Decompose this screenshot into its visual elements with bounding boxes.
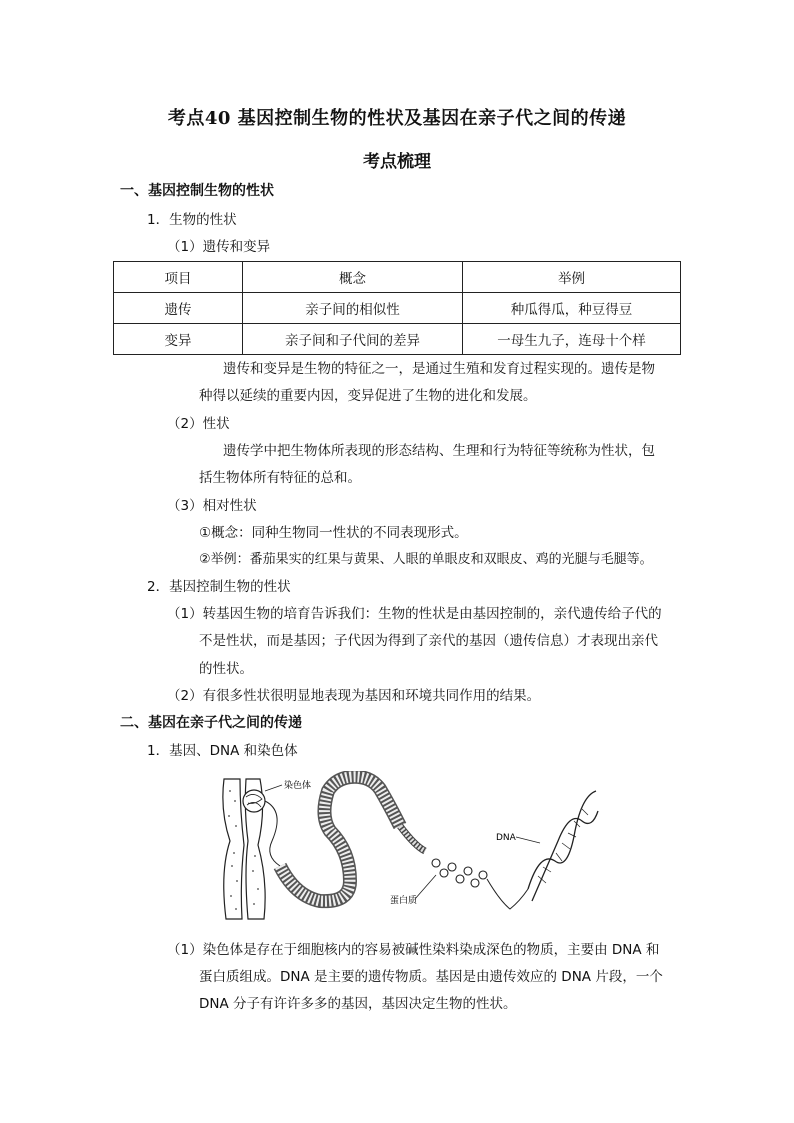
page-subtitle: 考点梳理 bbox=[363, 152, 431, 172]
paragraph-line: 括生物体所有特征的总和。 bbox=[199, 470, 361, 486]
table-cell: 亲子间的相似性 bbox=[243, 293, 463, 324]
dna-helix-drawing bbox=[528, 791, 598, 901]
paragraph-line: DNA 分子有许许多多的基因，基因决定生物的性状。 bbox=[199, 996, 517, 1012]
example-line: ②举例：番茄果实的红果与黄果、人眼的单眼皮和双眼皮、鸡的光腿与毛腿等。 bbox=[199, 552, 653, 567]
table-header-cell: 项目 bbox=[114, 262, 243, 293]
subheading-relative-traits: （3）相对性状 bbox=[167, 498, 257, 514]
chromosome-drawing bbox=[223, 779, 265, 919]
paragraph-line: （2）有很多性状很明显地表现为基因和环境共同作用的结果。 bbox=[167, 688, 541, 704]
table-header-row bbox=[114, 262, 681, 293]
nucleosome-beads bbox=[432, 859, 487, 887]
table-cell: 变异 bbox=[114, 324, 243, 355]
table-row bbox=[114, 324, 681, 355]
paragraph-line: 蛋白质组成。DNA 是主要的遗传物质。基因是由遗传效应的 DNA 片段，一个 bbox=[199, 969, 663, 985]
subheading-traits-def: （2）性状 bbox=[167, 416, 230, 432]
heredity-variation-table bbox=[113, 261, 681, 355]
paragraph-line: 遗传和变异是生物的特征之一，是通过生殖和发育过程实现的。遗传是物 bbox=[223, 361, 655, 377]
table-header-cell: 概念 bbox=[243, 262, 463, 293]
paragraph-line: 的性状。 bbox=[199, 661, 253, 677]
chromosome-dna-illustration bbox=[210, 771, 600, 926]
dna-label: DNA bbox=[496, 833, 516, 843]
subheading-gene-control: 2．基因控制生物的性状 bbox=[147, 579, 291, 595]
chromosome-label: 染色体 bbox=[284, 781, 312, 791]
protein-label: 蛋白质 bbox=[390, 896, 418, 906]
coiled-fiber-drawing bbox=[280, 777, 425, 901]
concept-line: ①概念：同种生物同一性状的不同表现形式。 bbox=[199, 525, 468, 541]
subheading-gene-dna-chromosome: 1．基因、DNA 和染色体 bbox=[147, 743, 298, 759]
table-row bbox=[114, 293, 681, 324]
section-heading-1: 一、基因控制生物的性状 bbox=[120, 183, 274, 199]
paragraph-line: （1）转基因生物的培育告诉我们：生物的性状是由基因控制的，亲代遗传给子代的 bbox=[167, 606, 662, 622]
paragraph-line: 种得以延续的重要内因，变异促进了生物的进化和发展。 bbox=[199, 388, 537, 404]
paragraph-line: 遗传学中把生物体所表现的形态结构、生理和行为特征等统称为性状，包 bbox=[223, 443, 655, 459]
paragraph-line: 不是性状，而是基因；子代因为得到了亲代的基因（遗传信息）才表现出亲代 bbox=[199, 633, 658, 649]
table-cell: 亲子间和子代间的差异 bbox=[243, 324, 463, 355]
section-heading-2: 二、基因在亲子代之间的传递 bbox=[120, 715, 302, 731]
subheading-traits: 1．生物的性状 bbox=[147, 212, 237, 228]
table-header-cell: 举例 bbox=[463, 262, 681, 293]
paragraph-line: （1）染色体是存在于细胞核内的容易被碱性染料染成深色的物质，主要由 DNA 和 bbox=[167, 942, 660, 958]
table-cell: 种瓜得瓜，种豆得豆 bbox=[463, 293, 681, 324]
table-cell: 一母生九子，连母十个样 bbox=[463, 324, 681, 355]
subheading-heredity-variation: （1）遗传和变异 bbox=[167, 239, 271, 255]
page-title: 考点40 基因控制生物的性状及基因在亲子代之间的传递 bbox=[167, 108, 627, 129]
table-cell: 遗传 bbox=[114, 293, 243, 324]
